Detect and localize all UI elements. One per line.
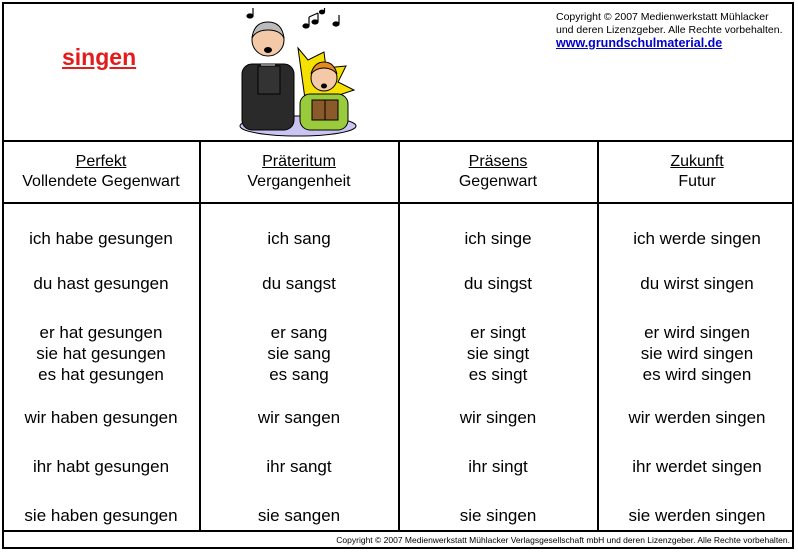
- conjugation-du: du sangst: [262, 274, 336, 293]
- copyright-notice: [556, 11, 783, 51]
- conjugation-es: es wird singen: [642, 365, 752, 384]
- tense-german-name: Futur: [678, 173, 716, 190]
- conjugation-er: er sang: [270, 323, 328, 342]
- conjugation-du: du wirst singen: [640, 274, 754, 293]
- copyright-line-2: und deren Lizenzgeber. Alle Rechte vorbehalten.: [556, 24, 783, 36]
- conjugation-wir: wir haben gesungen: [24, 408, 178, 427]
- conjugation-sie-plural: sie singen: [459, 506, 537, 525]
- tense-name: Präsens: [468, 153, 528, 170]
- conjugation-wir: wir singen: [459, 408, 537, 427]
- tense-german-name: Gegenwart: [458, 173, 538, 190]
- verb-title: singen: [62, 44, 137, 70]
- column-header: [3, 142, 199, 202]
- conjugation-wir: wir sangen: [257, 408, 341, 427]
- conjugation-sie-singular: sie sang: [267, 344, 331, 363]
- website-link[interactable]: www.grundschulmaterial.de: [556, 36, 723, 50]
- conjugation-es: es hat gesungen: [38, 365, 164, 384]
- singers-illustration: [236, 8, 366, 138]
- conjugation-er: er singt: [470, 323, 526, 342]
- conjugation-ich: ich habe gesungen: [29, 229, 173, 248]
- conjugation-du: du hast gesungen: [33, 274, 169, 293]
- conjugation-ich: ich sang: [267, 229, 331, 248]
- conjugation-ihr: ihr werdet singen: [632, 457, 762, 476]
- conjugation-ihr: ihr habt gesungen: [32, 457, 170, 476]
- footer-copyright: Copyright © 2007 Medienwerkstatt Mühlacker Verlagsgesellschaft mbH und deren Lizenzgeber. Alle Rechte vorbehalten.: [336, 535, 790, 545]
- conjugation-wir: wir werden singen: [628, 408, 766, 427]
- conjugation-es: es sang: [269, 365, 329, 384]
- copyright-line-1: Copyright © 2007 Medienwerkstatt Mühlacker: [556, 11, 769, 23]
- tense-name: Perfekt: [75, 153, 127, 170]
- conjugation-er: er hat gesungen: [39, 323, 163, 342]
- column-perfekt: [3, 142, 199, 202]
- conjugation-sie-singular: sie wird singen: [640, 344, 754, 363]
- conjugation-sie-plural: sie haben gesungen: [24, 506, 178, 525]
- conjugation-ihr: ihr singt: [468, 457, 528, 476]
- conjugation-er: er wird singen: [644, 323, 750, 342]
- column-header: [599, 142, 795, 202]
- conjugation-ich: ich werde singen: [633, 229, 761, 248]
- tense-name: Zukunft: [670, 153, 724, 170]
- conjugation-sie-plural: sie werden singen: [628, 506, 766, 525]
- column-zukunft: [599, 142, 795, 202]
- conjugation-ich: ich singe: [464, 229, 532, 248]
- conjugation-es: es singt: [468, 365, 528, 384]
- column-praesens: [400, 142, 596, 202]
- conjugation-sie-singular: sie hat gesungen: [36, 344, 166, 363]
- column-header: [201, 142, 397, 202]
- conjugation-sie-singular: sie singt: [466, 344, 530, 363]
- conjugation-sie-plural: sie sangen: [257, 506, 341, 525]
- conjugation-du: du singst: [463, 274, 533, 293]
- tense-german-name: Vergangenheit: [247, 173, 351, 190]
- column-praeteritum: [201, 142, 397, 202]
- tense-german-name: Vollendete Gegenwart: [22, 173, 180, 190]
- tense-name: Präteritum: [262, 153, 336, 170]
- conjugation-ihr: ihr sangt: [266, 457, 332, 476]
- column-header: [400, 142, 596, 202]
